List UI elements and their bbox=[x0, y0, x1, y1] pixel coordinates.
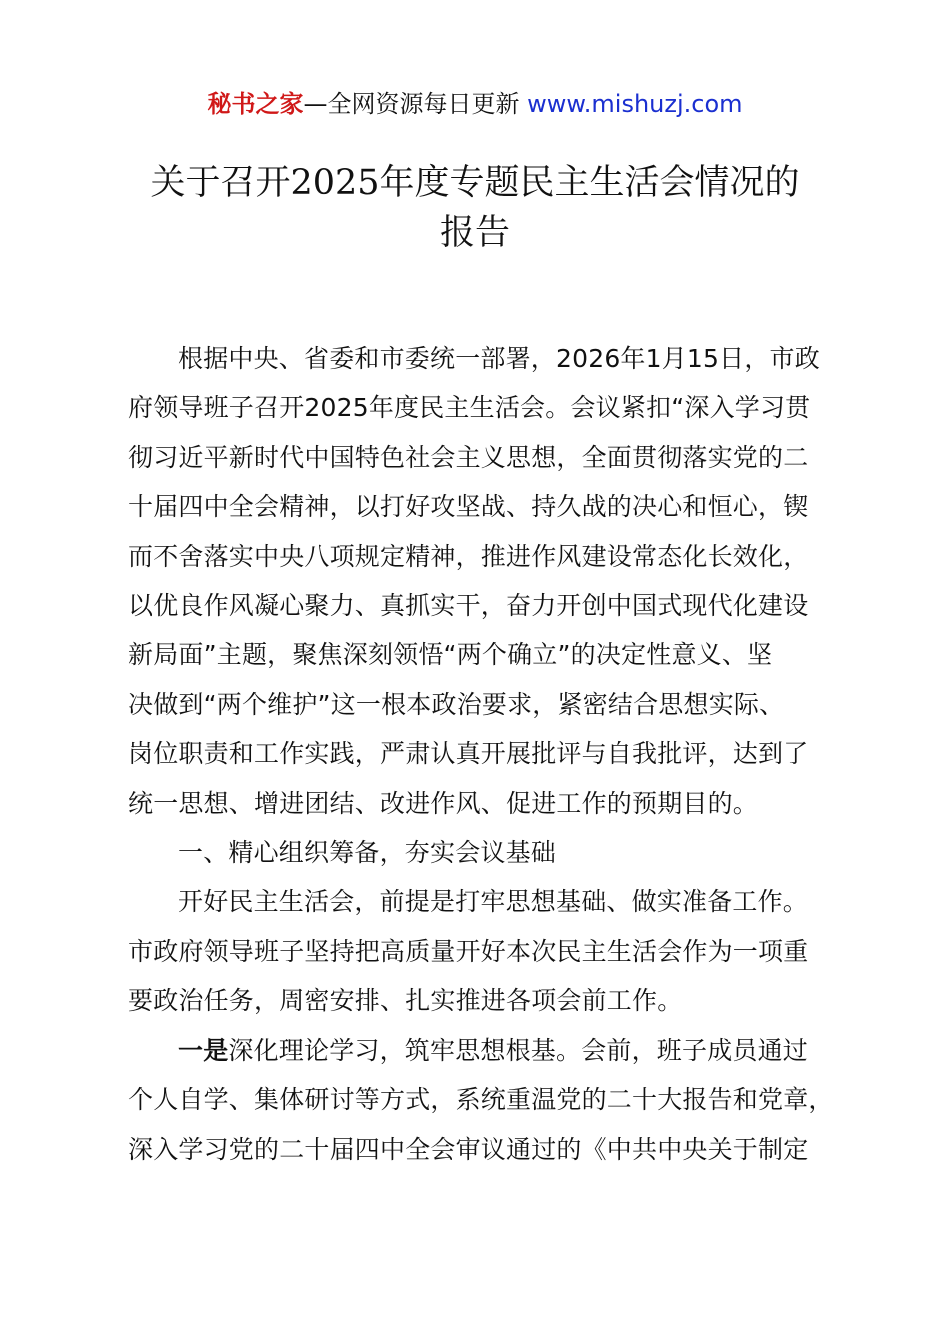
section-1-heading bbox=[128, 828, 838, 877]
paragraph-line: 府领导班子召开2025年度民主生活会。会议紧扣“深入学习贯 bbox=[128, 393, 811, 423]
paragraph-theory-study bbox=[128, 1026, 838, 1174]
site-brand: 秘书之家 bbox=[207, 90, 304, 118]
section-heading-text: 一、精心组织筹备，夯实会议基础 bbox=[178, 838, 557, 868]
paragraph-line: 十届四中全会精神，以打好攻坚战、持久战的决心和恒心，锲 bbox=[128, 492, 809, 522]
paragraph-line: 新局面”主题，聚焦深刻领悟“两个确立”的决定性意义、坚 bbox=[128, 640, 773, 670]
document-title bbox=[120, 158, 830, 258]
paragraph-line: 市政府领导班子坚持把高质量开好本次民主生活会作为一项重 bbox=[128, 936, 809, 966]
paragraph-line: 深入学习党的二十届四中全会审议通过的《中共中央关于制定 bbox=[128, 1134, 809, 1164]
paragraph-line: 开好民主生活会，前提是打牢思想基础、做实准备工作。 bbox=[178, 887, 809, 917]
paragraph-line: 以优良作风凝心聚力、真抓实干，奋力开创中国式现代化建设 bbox=[128, 591, 809, 621]
paragraph-preparation bbox=[128, 877, 838, 1025]
site-url-link[interactable]: www.mishuzj.com bbox=[527, 90, 743, 118]
paragraph-intro bbox=[128, 334, 838, 828]
paragraph-line: 决做到“两个维护”这一根本政治要求，紧密结合思想实际、 bbox=[128, 689, 785, 719]
paragraph-line: 彻习近平新时代中国特色社会主义思想，全面贯彻落实党的二 bbox=[128, 442, 809, 472]
document-body bbox=[128, 334, 838, 1174]
title-line-1: 关于召开2025年度专题民主生活会情况的 bbox=[150, 163, 800, 203]
paragraph-line: 岗位职责和工作实践，严肃认真开展批评与自我批评，达到了 bbox=[128, 739, 809, 769]
paragraph-line: 要政治任务，周密安排、扎实推进各项会前工作。 bbox=[128, 986, 683, 1016]
paragraph-lead: 一是 bbox=[178, 1035, 229, 1065]
paragraph-line: 而不舍落实中央八项规定精神，推进作风建设常态化长效化， bbox=[128, 541, 809, 571]
site-tagline: —全网资源每日更新 bbox=[303, 90, 520, 118]
paragraph-line: 根据中央、省委和市委统一部署，2026年1月15日，市政 bbox=[178, 344, 820, 373]
paragraph-line-text: 深化理论学习，筑牢思想根基。会前，班子成员通过 bbox=[228, 1035, 809, 1065]
site-header bbox=[0, 86, 950, 122]
title-line-2: 报告 bbox=[439, 213, 510, 253]
paragraph-line bbox=[128, 1026, 838, 1075]
paragraph-line: 个人自学、集体研讨等方式，系统重温党的二十大报告和党章， bbox=[128, 1085, 834, 1115]
paragraph-line: 统一思想、增进团结、改进作风、促进工作的预期目的。 bbox=[128, 788, 759, 818]
